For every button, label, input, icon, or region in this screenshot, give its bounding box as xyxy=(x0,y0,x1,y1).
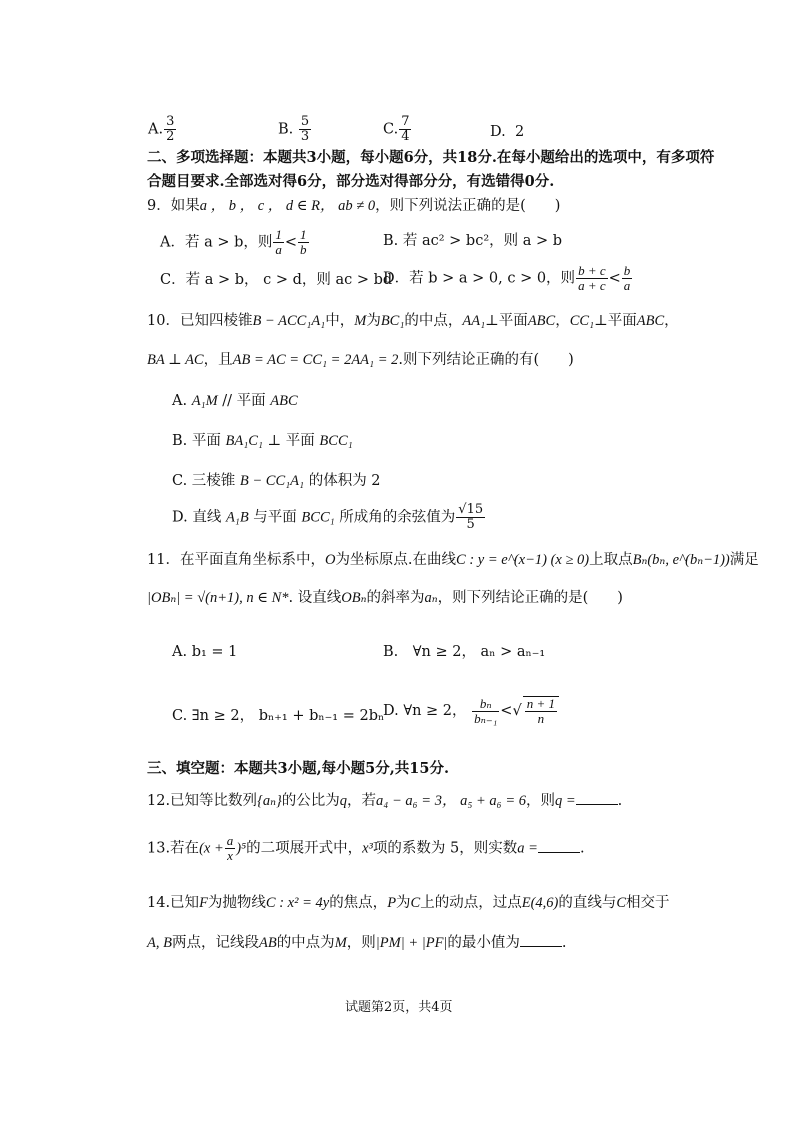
math: q xyxy=(339,793,348,809)
q14-line2 xyxy=(147,932,567,953)
q8-option-c xyxy=(383,115,412,144)
text: 的公比为 xyxy=(281,793,340,809)
math: A₁B xyxy=(225,509,249,526)
math: AA₁ xyxy=(462,313,486,329)
text: 的中点， xyxy=(404,313,463,329)
text: < xyxy=(284,234,298,251)
numerator: 7 xyxy=(401,114,410,129)
denominator: 5 xyxy=(466,517,475,532)
text: D．若 b > a > 0, c > 0，则 xyxy=(383,270,576,287)
text: ，则下列结论正确的是( ) xyxy=(437,590,623,606)
text: 的最小值为 xyxy=(447,935,520,951)
math: a₄ − a₆ = 3， a₅ + a₆ = 6 xyxy=(376,793,526,809)
text: . xyxy=(561,935,567,951)
text: 10．已知四棱锥 xyxy=(147,313,253,329)
math: BC₁ xyxy=(380,313,405,329)
numerator: 3 xyxy=(166,114,175,129)
math: M xyxy=(334,935,347,951)
text: 14.已知 xyxy=(147,895,200,911)
option-value: 2 xyxy=(514,124,525,140)
q8-option-d xyxy=(490,122,524,142)
math: OBₙ xyxy=(341,590,367,606)
section2-heading-line2: 合题目要求.全部选对得6分，部分选对得部分分，有选错得0分. xyxy=(147,173,555,190)
text: 11．在平面直角坐标系中， xyxy=(147,552,325,568)
denominator: a xyxy=(275,242,282,257)
q10-option-c xyxy=(172,471,381,491)
option-label: D. 直线 xyxy=(172,509,226,526)
math: BCC₁ xyxy=(319,433,353,449)
text: ，则 xyxy=(525,793,555,809)
math: P xyxy=(387,895,397,911)
q14-line1 xyxy=(147,893,670,913)
text: 为 xyxy=(366,313,381,329)
fraction xyxy=(576,264,608,293)
text: 13.若在 xyxy=(147,840,200,857)
text: 两点，记线段 xyxy=(171,935,259,951)
math: a ， b ， c ， d ∈ R， ab ≠ 0 xyxy=(199,198,376,214)
q9-option-a xyxy=(160,228,310,257)
text: A．若 a > b，则 xyxy=(160,234,273,251)
q11-option-a: A. b₁ = 1 xyxy=(172,644,238,660)
option-label: D. xyxy=(490,124,506,140)
math: AB = AC = CC₁ = 2AA₁ = 2 xyxy=(232,352,399,368)
answer-blank xyxy=(538,838,580,853)
math: ABC xyxy=(636,313,665,329)
math: AB xyxy=(258,935,277,951)
text: 上取点 xyxy=(589,552,633,568)
numerator: √15 xyxy=(458,502,484,517)
denominator: bₙ₋₁ xyxy=(474,710,498,726)
text: 为抛物线 xyxy=(207,895,266,911)
numerator: n + 1 xyxy=(526,696,555,711)
q11-stem-line2 xyxy=(147,588,623,608)
q11-option-c: C. ∃n ≥ 2， bₙ₊₁ + bₙ₋₁ = 2bₙ xyxy=(172,708,385,724)
numerator: a xyxy=(226,833,234,848)
text: 与平面 xyxy=(248,509,302,526)
answer-blank xyxy=(520,932,562,947)
text: 12.已知等比数列 xyxy=(147,793,258,809)
q9-option-b: B. 若 ac² > bc²，则 a > b xyxy=(383,233,563,249)
text: ⊥平面 xyxy=(594,313,637,329)
math: BA ⊥ AC xyxy=(147,352,204,368)
math: A, B xyxy=(147,935,172,951)
q11-option-b: B. ∀n ≥ 2， aₙ > aₙ₋₁ xyxy=(383,644,546,660)
q10-option-b xyxy=(172,431,353,451)
math: )⁵ xyxy=(236,840,247,857)
math: BCC₁ xyxy=(301,509,335,526)
text: ⊥平面 xyxy=(485,313,528,329)
denominator: 4 xyxy=(401,129,410,144)
text: 的中点为 xyxy=(276,935,335,951)
math: B − CC₁A₁ xyxy=(239,473,305,489)
math: Bₙ(bₙ, e^(bₙ−1)) xyxy=(632,552,730,568)
q9-stem xyxy=(147,196,560,216)
math: a = xyxy=(517,840,538,857)
math: E(4,6) xyxy=(521,895,559,911)
math: {aₙ} xyxy=(257,793,282,809)
text: ，若 xyxy=(347,793,377,809)
text: . xyxy=(617,793,623,809)
section2-heading-line1: 二、多项选择题：本题共3小题，每小题6分，共18分.在每小题给出的选项中，有多项符 xyxy=(147,149,715,166)
text: ，则下列说法正确的是( ) xyxy=(375,198,561,214)
numerator: bₙ xyxy=(472,697,499,712)
q10-stem-line2 xyxy=(147,350,574,370)
text: . 设直线 xyxy=(288,590,342,606)
fraction xyxy=(472,697,499,726)
text: D. ∀n ≥ 2， xyxy=(383,703,467,719)
text: < xyxy=(608,270,621,287)
q8-option-b xyxy=(278,115,312,144)
denominator: 3 xyxy=(300,129,310,144)
option-label: C. 三棱锥 xyxy=(172,473,240,489)
math: ABC xyxy=(270,393,298,409)
answer-blank xyxy=(576,790,618,805)
text: 所成角的余弦值为 xyxy=(334,509,456,526)
math: q = xyxy=(554,793,576,809)
text: . xyxy=(579,840,585,857)
denominator: x xyxy=(227,848,233,863)
option-label: B. 平面 xyxy=(172,433,226,449)
option-label: C. xyxy=(383,121,399,138)
text: 项的系数为 5，则实数 xyxy=(372,840,518,857)
sqrt-fraction xyxy=(523,696,559,726)
fraction xyxy=(456,503,485,532)
text: 为坐标原点.在曲线 xyxy=(335,552,457,568)
numerator: b + c xyxy=(578,263,606,278)
math: C xyxy=(616,895,627,911)
fraction xyxy=(399,115,411,144)
numerator: b xyxy=(623,263,631,278)
q9-option-c: C．若 a > b， c > d，则 ac > bd xyxy=(160,272,393,288)
q11-stem-line1 xyxy=(147,550,759,570)
text: ⊥ 平面 xyxy=(262,433,320,449)
math: |OBₙ| = √(n+1), n ∈ N* xyxy=(147,590,289,606)
text: ，且 xyxy=(203,352,233,368)
text: ，则 xyxy=(346,935,376,951)
q10-option-a xyxy=(172,391,298,411)
text: < xyxy=(500,703,513,719)
math: aₙ xyxy=(424,590,438,606)
text: 相交于 xyxy=(626,895,670,911)
q8-option-a xyxy=(148,115,177,144)
option-label: A. xyxy=(148,121,164,138)
text: ， xyxy=(664,313,679,329)
math: F xyxy=(199,895,208,911)
math: A₁M xyxy=(191,393,218,409)
math: (x + xyxy=(199,840,224,857)
text: 满足 xyxy=(729,552,759,568)
text: .则下列结论正确的有( ) xyxy=(398,352,574,368)
text: 的斜率为 xyxy=(366,590,425,606)
denominator: n xyxy=(537,711,545,726)
text: 的二项展开式中， xyxy=(246,840,363,857)
math: O xyxy=(324,552,336,568)
fraction xyxy=(225,834,236,863)
text: 的直线与 xyxy=(558,895,617,911)
q10-stem-line1 xyxy=(147,311,679,331)
math: C : y = e^(x−1) (x ≥ 0) xyxy=(456,552,590,568)
text: 的体积为 2 xyxy=(304,473,381,489)
q12 xyxy=(147,790,622,811)
text: 上的动点，过点 xyxy=(420,895,522,911)
fraction xyxy=(298,228,309,257)
text: // 平面 xyxy=(217,393,271,409)
math: M xyxy=(354,313,367,329)
page-footer: 试题第2页，共4页 xyxy=(345,1000,453,1015)
numerator: 1 xyxy=(300,227,307,242)
q11-option-d: D. ∀n ≥ 2， $\frac{\text{bₙ}}{\text{bₙ₋₁}}$ <√ $\frac{n + 1}{n}$ xyxy=(383,696,560,726)
math: BA₁C₁ xyxy=(225,433,263,449)
math: C xyxy=(410,895,421,911)
text: ， xyxy=(555,313,570,329)
fraction xyxy=(273,228,284,257)
fraction xyxy=(622,264,633,293)
math: |PM| + |PF| xyxy=(375,935,448,951)
math: CC₁ xyxy=(569,313,595,329)
denominator: a xyxy=(623,278,631,293)
denominator: 2 xyxy=(166,129,175,144)
option-label: A. xyxy=(172,393,188,409)
text: 为 xyxy=(396,895,411,911)
q9-option-d xyxy=(383,264,633,293)
text: 的焦点， xyxy=(329,895,388,911)
numerator: 5 xyxy=(300,114,310,129)
text: 中， xyxy=(325,313,355,329)
option-label: B. xyxy=(278,121,294,138)
section3-heading: 三、填空题：本题共3小题,每小题5分,共15分. xyxy=(147,760,449,777)
math: ABC xyxy=(527,313,556,329)
q10-option-d xyxy=(172,503,486,532)
text: 9．如果 xyxy=(147,198,200,214)
math: x³ xyxy=(362,840,373,857)
fraction xyxy=(299,115,311,144)
math: B − ACC₁A₁ xyxy=(252,313,326,329)
fraction xyxy=(164,115,176,144)
denominator: b xyxy=(300,242,307,257)
denominator: a + c xyxy=(578,278,606,293)
math: C : x² = 4y xyxy=(265,895,330,911)
q13 xyxy=(147,834,585,863)
numerator: 1 xyxy=(275,227,282,242)
